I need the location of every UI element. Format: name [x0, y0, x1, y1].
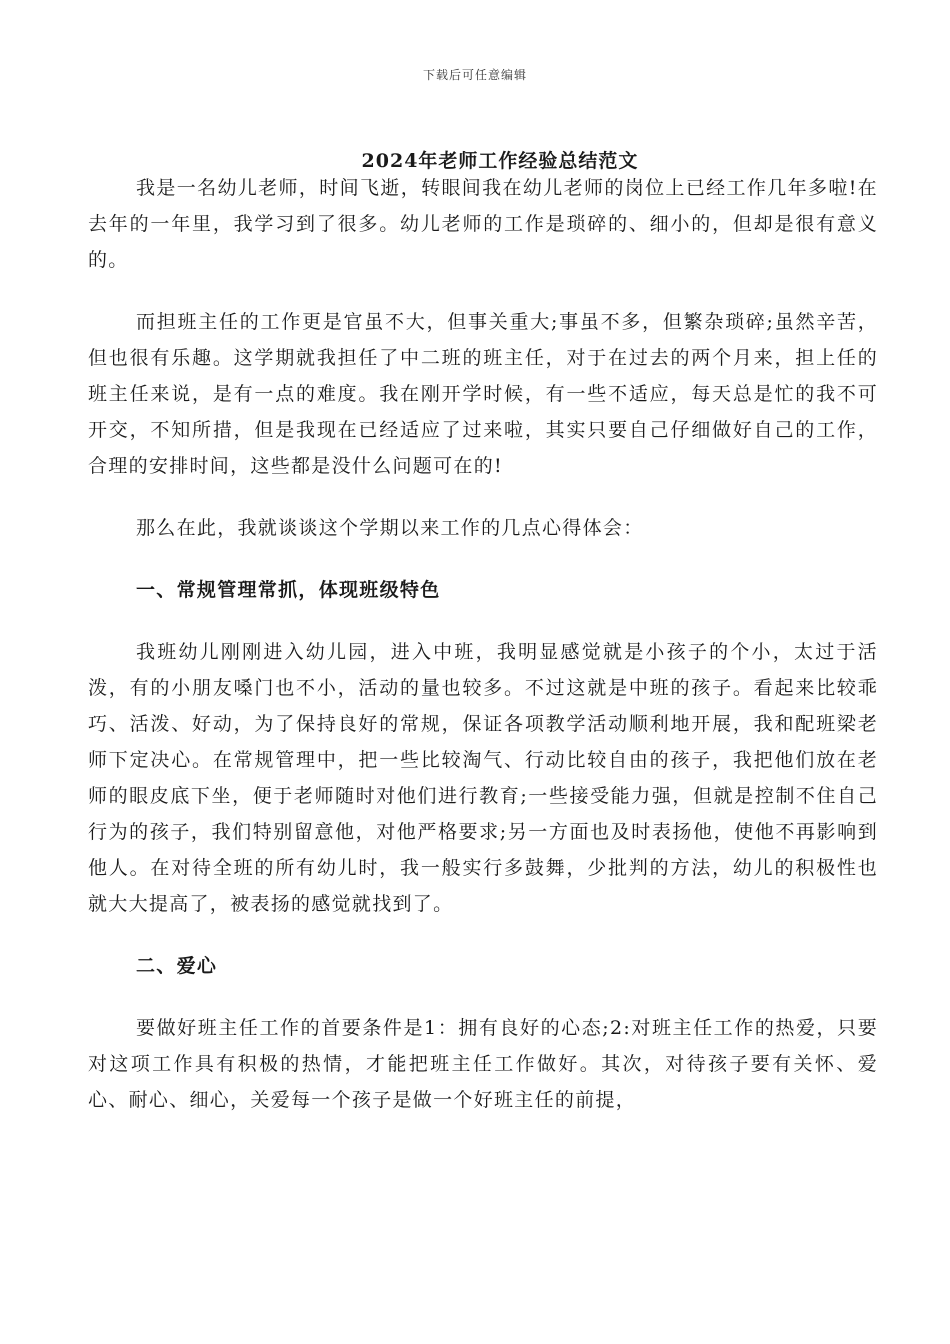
section-heading-2: 二、爱心	[136, 955, 218, 977]
document-body	[88, 170, 878, 1144]
paragraph-3: 那么在此，我就谈谈这个学期以来工作的几点心得体会：	[136, 517, 644, 539]
header-note: 下载后可任意编辑	[422, 68, 527, 82]
paragraph-5: 要做好班主任工作的首要条件是1：拥有良好的心态;2:对班主任工作的热爱，只要对这项工作具有积极的热情，才能把班主任工作做好。其次，对待孩子要有关怀、爱心、耐心、细心，关爱每一个孩子是做一个好班主任的前提，	[88, 1017, 878, 1111]
paragraph-4: 我班幼儿刚刚进入幼儿园，进入中班，我明显感觉就是小孩子的个小，太过于活泼，有的小朋友嗓门也不小，活动的量也较多。不过这就是中班的孩子。看起来比较乖巧、活泼、好动，为了保持良好的常规，保证各项教学活动顺利地开展，我和配班梁老师下定决心。在常规管理中，把一些比较淘气、行动比较自由的孩子，我把他们放在老师的眼皮底下坐，便于老师随时对他们进行教育;一些接受能力强，但就是控制不住自己行为的孩子，我们特别留意他，对他严格要求;另一方面也及时表扬他，使他不再影响到他人。在对待全班的所有幼儿时，我一般实行多鼓舞，少批判的方法，幼儿的积极性也就大大提高了，被表扬的感觉就找到了。	[88, 641, 878, 915]
document-title: 2024年老师工作经验总结范文	[361, 150, 639, 172]
section-heading-1: 一、常规管理常抓，体现班级特色	[136, 579, 441, 601]
paragraph-2: 而担班主任的工作更是官虽不大，但事关重大;事虽不多，但繁杂琐碎;虽然辛苦，但也很有乐趣。这学期就我担任了中二班的班主任，对于在过去的两个月来，担上任的班主任来说，是有一点的难度。我在刚开学时候，有一些不适应，每天总是忙的我不可开交，不知所措，但是我现在已经适应了过来啦，其实只要自己仔细做好自己的工作，合理的安排时间，这些都是没什么问题可在的!	[88, 311, 878, 477]
paragraph-1: 我是一名幼儿老师，时间飞逝，转眼间我在幼儿老师的岗位上已经工作几年多啦!在去年的一年里，我学习到了很多。幼儿老师的工作是琐碎的、细小的，但却是很有意义的。	[88, 177, 878, 271]
